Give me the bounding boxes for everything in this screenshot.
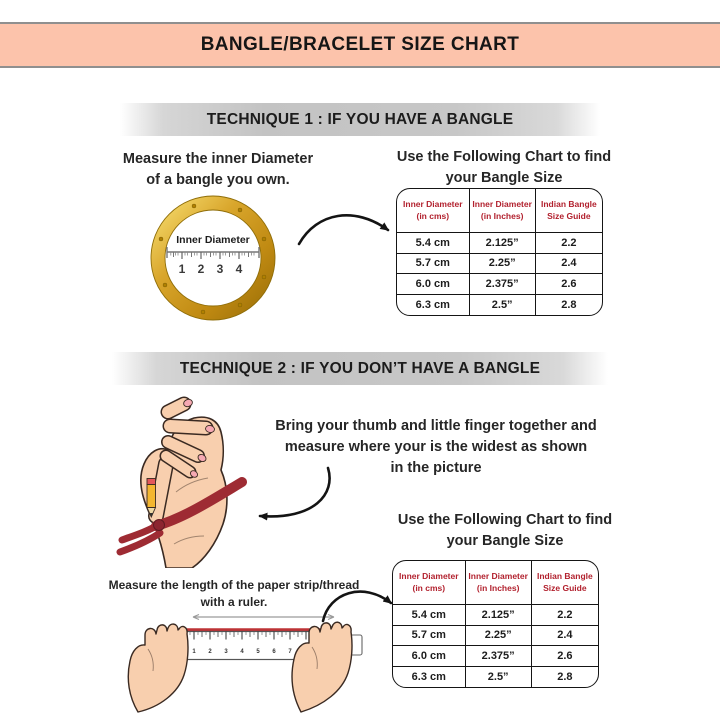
table-header-cell: Indian Bangle Size Guide [536,189,602,233]
size-chart-table-1 [396,188,603,316]
bangle-ruler-number: 1 [178,262,186,276]
table-cell: 5.4 cm [393,605,466,626]
technique2-heading: TECHNIQUE 2 : IF YOU DON’T HAVE A BANGLE [179,359,541,377]
table-cell: 2.4 [536,254,602,275]
curved-arrow-to-hand-icon [248,464,340,532]
table-cell: 2.5” [466,667,532,688]
technique1-instruction-line1: Measure the inner Diameter [122,151,314,167]
technique1-instruction-line2: of a bangle you own. [146,172,290,189]
ruler-number: 5 [256,649,260,655]
ruler-number: 1 [192,649,196,655]
page-title: BANGLE/BRACELET SIZE CHART [200,34,520,55]
technique1-heading-band [120,103,600,136]
table-cell: 6.0 cm [397,274,470,295]
table-cell: 5.7 cm [393,626,466,647]
table-cell: 2.125” [470,233,536,254]
chart-intro-line2: your Bangle Size [446,533,564,550]
measure-note-line2: with a ruler. [200,594,268,609]
technique2-instruction-line1: Bring your thumb and little finger together and [275,418,597,434]
table-cell: 2.6 [532,646,598,667]
table-cell: 2.5” [470,295,536,316]
hand-thread-illustration [116,392,250,568]
table-cell: 2.25” [466,626,532,647]
ruler-number: 2 [208,649,212,655]
table-header-cell: Inner Diameter (in cms) [393,561,466,605]
chart-intro-line1: Use the Following Chart to find [396,149,612,165]
technique2-chart-intro [373,510,637,552]
pinched-hand-icon [116,392,250,568]
ruler-number: 4 [240,649,244,655]
inner-diameter-label: Inner Diameter [176,234,250,246]
ruler-number: 3 [224,649,228,655]
bangle-ruler-illustration [150,192,282,328]
bangle-ruler-number: 4 [235,262,243,276]
table-cell: 2.2 [536,233,602,254]
technique1-chart-intro [372,147,636,189]
table-cell: 2.375” [470,274,536,295]
title-banner [0,22,720,68]
bangle-icon [150,192,282,328]
technique2-instruction-line2: measure where your is the widest as shown [284,439,588,456]
ruler-number: 6 [272,649,276,655]
chart-intro-line1: Use the Following Chart to find [397,512,613,528]
measure-note-line1: Measure the length of the paper strip/thread [108,578,360,592]
table-cell: 6.0 cm [393,646,466,667]
bangle-ruler-number: 2 [197,262,205,276]
table-header-cell: Inner Diameter (in Inches) [470,189,536,233]
table-cell: 6.3 cm [397,295,470,316]
table-header-cell: Indian Bangle Size Guide [532,561,598,605]
technique1-heading: TECHNIQUE 1 : IF YOU HAVE A BANGLE [206,110,514,128]
ruler-number: 7 [288,649,292,655]
table-cell: 2.8 [561,298,577,311]
table-cell: 2.6 [536,274,602,295]
table-cell: 6.3 cm [393,667,466,688]
curved-arrow-to-table1-icon [295,204,395,248]
table-header-cell: Inner Diameter (in Inches) [466,561,532,605]
table-cell: 2.125” [466,605,532,626]
bangle-ruler-number: 3 [216,262,224,276]
table-cell: 2.4 [532,626,598,647]
curved-arrow-to-table2-icon [317,579,397,623]
table-cell: 2.8 [557,670,573,683]
size-chart-table-2 [392,560,599,688]
technique1-instruction [58,149,378,191]
chart-intro-line2: your Bangle Size [445,170,563,187]
table-cell: 2.375” [466,646,532,667]
table-cell: 2.2 [532,605,598,626]
technique2-heading-band [112,352,608,385]
table-cell: 2.25” [470,254,536,275]
technique2-instruction-line3: in the picture [390,460,482,477]
table-cell: 5.7 cm [397,254,470,275]
table-cell: 5.4 cm [397,233,470,254]
table-header-cell: Inner Diameter (in cms) [397,189,470,233]
